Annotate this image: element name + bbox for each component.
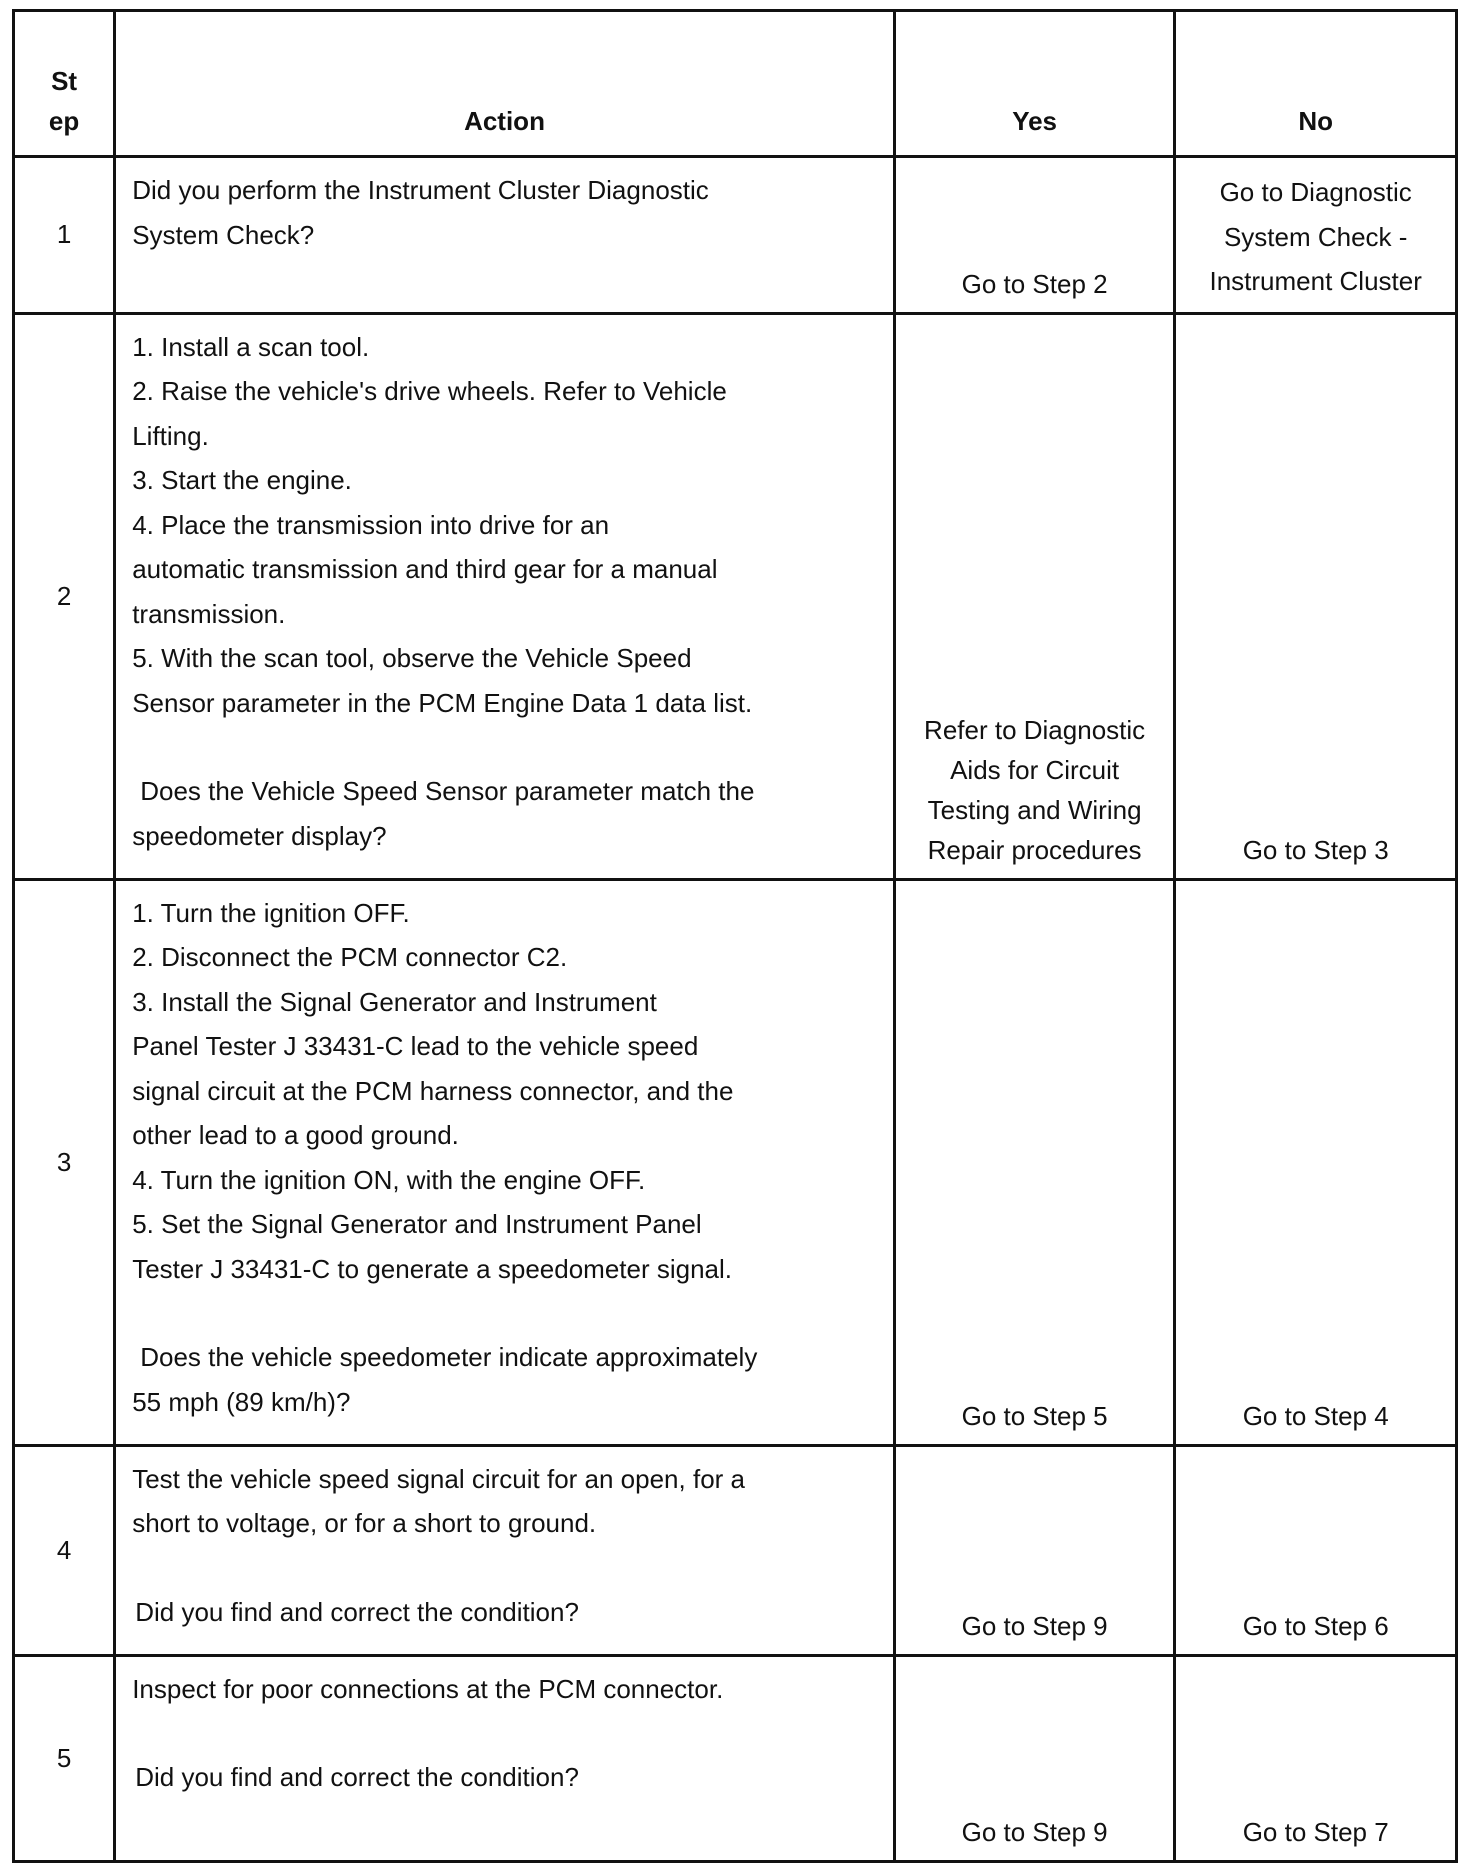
step-number: 2 xyxy=(14,313,115,879)
no-line: Go to Step 7 xyxy=(1242,1816,1389,1847)
table-row xyxy=(14,879,1457,1445)
question-line: Did you find and correct the condition? xyxy=(135,1762,579,1792)
no-line: Go to Step 4 xyxy=(1242,1400,1389,1431)
action-cell xyxy=(115,157,895,314)
action-line: short to voltage, or for a short to ground. xyxy=(132,1508,597,1538)
action-line: Lifting. xyxy=(132,420,209,451)
yes-cell xyxy=(894,313,1175,879)
table-row xyxy=(14,157,1457,314)
header-step-line-2: ep xyxy=(48,106,80,136)
no-line: Go to Step 3 xyxy=(1242,834,1389,865)
yes-line: Go to Step 5 xyxy=(961,1400,1108,1431)
action-cell xyxy=(115,313,895,879)
no-cell xyxy=(1175,1655,1457,1861)
action-line: 4. Place the transmission into drive for an xyxy=(132,509,610,540)
action-line: automatic transmission and third gear for a manual xyxy=(132,554,718,584)
action-line: 1. Turn the ignition OFF. xyxy=(132,897,410,928)
yes-line: Repair procedures xyxy=(927,834,1142,865)
yes-cell xyxy=(894,1655,1175,1861)
question-line: Did you find and correct the condition? xyxy=(135,1596,579,1627)
action-line: 1. Install a scan tool. xyxy=(132,331,370,362)
header-yes: Yes xyxy=(894,11,1175,157)
action-line: Test the vehicle speed signal circuit for an open, for a xyxy=(132,1463,745,1494)
action-line: 2. Raise the vehicle's drive wheels. Refer to Vehicle xyxy=(132,376,727,406)
spacer xyxy=(132,725,879,769)
action-line: Panel Tester J 33431-C lead to the vehicle speed xyxy=(132,1031,699,1061)
action-line: 3. Start the engine. xyxy=(132,465,352,495)
yes-line: Go to Step 9 xyxy=(961,1610,1108,1641)
diagnostic-table xyxy=(12,9,1458,1863)
yes-line: Testing and Wiring xyxy=(927,794,1142,825)
spacer xyxy=(132,1546,879,1590)
table-row xyxy=(14,313,1457,879)
action-line: Inspect for poor connections at the PCM connector. xyxy=(132,1673,724,1704)
action-line: transmission. xyxy=(132,598,286,629)
action-line: Tester J 33431-C to generate a speedometer signal. xyxy=(132,1253,733,1284)
action-line: Did you perform the Instrument Cluster Diagnostic xyxy=(132,175,709,205)
action-line: 5. With the scan tool, observe the Vehicle Speed xyxy=(132,643,692,673)
header-step-line-1: St xyxy=(51,66,78,96)
header-step xyxy=(14,11,115,157)
action-line: System Check? xyxy=(132,219,315,250)
table-row xyxy=(14,1445,1457,1655)
question-line: Does the Vehicle Speed Sensor parameter match the xyxy=(140,776,755,806)
spacer xyxy=(132,1291,879,1335)
action-line: 3. Install the Signal Generator and Instrument xyxy=(132,986,657,1017)
table-row xyxy=(14,1655,1457,1861)
yes-line: Refer to Diagnostic xyxy=(924,714,1146,745)
yes-line: Go to Step 2 xyxy=(961,268,1108,299)
table-header-row xyxy=(14,11,1457,157)
no-cell xyxy=(1175,157,1457,314)
yes-line: Aids for Circuit xyxy=(950,754,1120,785)
step-number: 3 xyxy=(14,879,115,1445)
yes-line: Go to Step 9 xyxy=(961,1816,1108,1847)
action-line: 4. Turn the ignition ON, with the engine OFF. xyxy=(132,1164,646,1195)
no-cell xyxy=(1175,1445,1457,1655)
no-cell xyxy=(1175,313,1457,879)
question-line: 55 mph (89 km/h)? xyxy=(132,1386,351,1417)
action-line: signal circuit at the PCM harness connector, and the xyxy=(132,1075,734,1106)
no-line: System Check - xyxy=(1223,221,1408,252)
question-line: Does the vehicle speedometer indicate approximately xyxy=(140,1342,758,1372)
no-line: Go to Diagnostic xyxy=(1219,177,1412,207)
header-action: Action xyxy=(115,11,895,157)
action-line: 5. Set the Signal Generator and Instrument Panel xyxy=(132,1209,702,1239)
yes-cell xyxy=(894,1445,1175,1655)
yes-cell xyxy=(894,157,1175,314)
spacer xyxy=(132,1711,879,1755)
question-line: speedometer display? xyxy=(132,820,387,851)
action-cell xyxy=(115,1655,895,1861)
action-line: 2. Disconnect the PCM connector C2. xyxy=(132,942,568,972)
no-cell xyxy=(1175,879,1457,1445)
action-line: other lead to a good ground. xyxy=(132,1120,459,1150)
step-number: 5 xyxy=(14,1655,115,1861)
no-line: Instrument Cluster xyxy=(1209,266,1422,296)
step-number: 1 xyxy=(14,157,115,314)
action-cell xyxy=(115,879,895,1445)
yes-cell xyxy=(894,879,1175,1445)
action-cell xyxy=(115,1445,895,1655)
header-no: No xyxy=(1175,11,1457,157)
step-number: 4 xyxy=(14,1445,115,1655)
action-line: Sensor parameter in the PCM Engine Data 1 data list. xyxy=(132,687,753,718)
no-line: Go to Step 6 xyxy=(1242,1610,1389,1641)
